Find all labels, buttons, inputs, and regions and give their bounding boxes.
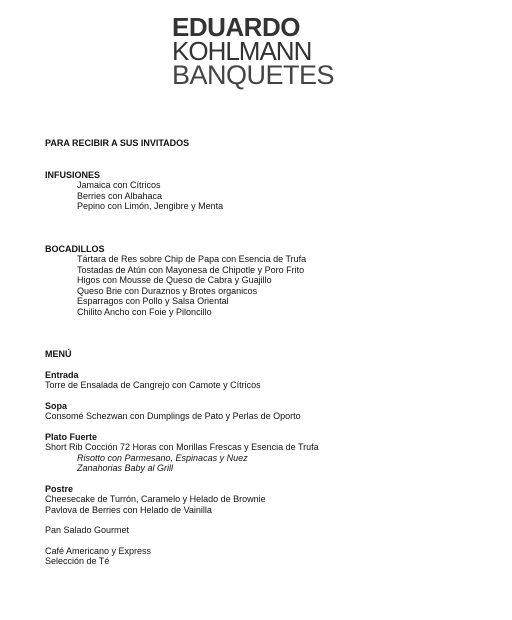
postre-heading: Postre bbox=[45, 483, 74, 494]
list-item: Pepino con Limón, Jengibre y Menta bbox=[77, 201, 224, 211]
list-item: Pan Salado Gourmet bbox=[45, 525, 130, 535]
list-item: Selección de Té bbox=[45, 556, 110, 566]
list-item: Queso Brie con Duraznos y Brotes organicos bbox=[77, 285, 258, 296]
logo-line-1: EDUARDO bbox=[172, 12, 300, 42]
brand-logo bbox=[172, 14, 347, 89]
list-item: Higos con Mousse de Queso de Cabra y Guajillo bbox=[77, 275, 272, 285]
spacer bbox=[45, 422, 492, 432]
list-item: Berries con Albahaca bbox=[77, 190, 163, 201]
list-item: Tostadas de Atún con Mayonesa de Chipotle y Poro Frito bbox=[77, 264, 305, 275]
bocadillos-heading: BOCADILLOS bbox=[45, 243, 105, 254]
spacer bbox=[45, 149, 492, 170]
logo-line-3: BANQUETES bbox=[172, 60, 335, 90]
spacer bbox=[45, 391, 492, 401]
logo-line-2: KOHLMANN bbox=[172, 36, 312, 66]
plato-fuerte-sides bbox=[45, 453, 492, 474]
list-item: Torre de Ensalada de Cangrejo con Camote y Cítricos bbox=[45, 380, 261, 390]
plato-fuerte-heading: Plato Fuerte bbox=[45, 431, 98, 442]
spacer bbox=[45, 474, 492, 484]
list-item: Consomé Schezwan con Dumplings de Pato y Perlas de Oporto bbox=[45, 411, 301, 421]
infusiones-list bbox=[45, 180, 492, 212]
list-item: Short Rib Cocción 72 Horas con Morillas Frescas y Esencia de Trufa bbox=[45, 442, 319, 452]
reception-heading: PARA RECIBIR A SUS INVITADOS bbox=[45, 138, 190, 148]
bocadillos-list bbox=[45, 254, 492, 317]
spacer bbox=[45, 536, 492, 546]
sopa-heading: Sopa bbox=[45, 400, 68, 411]
list-item: Chilito Ancho con Foie y Piloncillo bbox=[77, 306, 212, 317]
list-item: Jamaica con Cítricos bbox=[77, 180, 161, 190]
spacer bbox=[45, 212, 492, 244]
menu-heading: MENÚ bbox=[45, 349, 72, 359]
list-item: Tártara de Res sobre Chip de Papa con Esencia de Trufa bbox=[77, 254, 307, 264]
entrada-heading: Entrada bbox=[45, 369, 79, 380]
menu-document bbox=[45, 138, 492, 567]
spacer bbox=[45, 317, 492, 349]
infusiones-heading: INFUSIONES bbox=[45, 169, 101, 180]
spacer bbox=[45, 360, 492, 370]
spacer bbox=[45, 515, 492, 525]
side-item: Risotto con Parmesano, Espinacas y Nuez bbox=[77, 452, 248, 463]
side-item: Zanahorias Baby al Grill bbox=[77, 463, 174, 473]
list-item: Esparragos con Pollo y Salsa Oriental bbox=[77, 296, 229, 306]
list-item: Cheesecake de Turrón, Caramelo y Helado de Brownie bbox=[45, 494, 266, 504]
list-item: Café Americano y Express bbox=[45, 545, 152, 556]
list-item: Pavlova de Berries con Helado de Vainilla bbox=[45, 504, 212, 515]
